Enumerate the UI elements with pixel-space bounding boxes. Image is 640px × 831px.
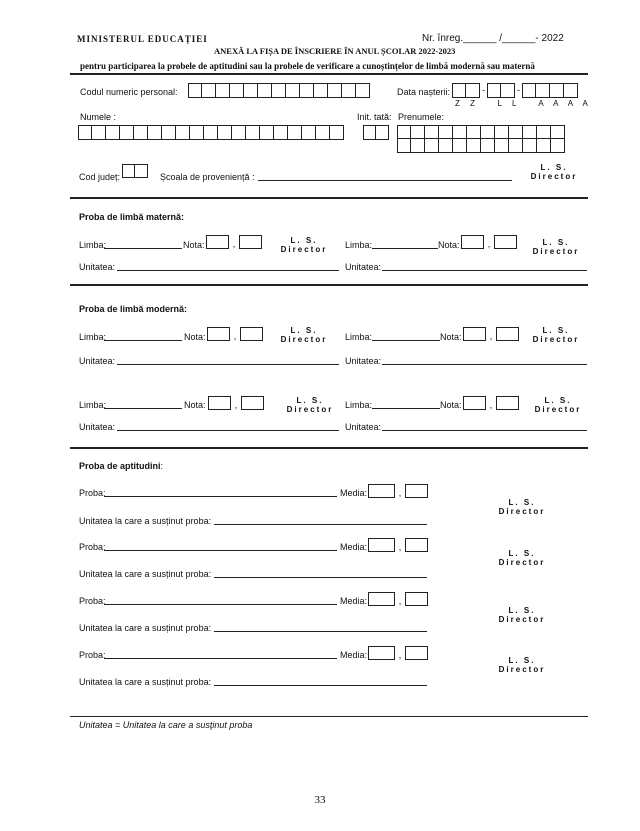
aptitude-proba-field[interactable] [104, 604, 337, 605]
birth-year-field[interactable] [522, 83, 578, 98]
county-code-label: Cod județ: [79, 172, 121, 182]
stamp-director: L. S. Director [534, 396, 582, 414]
stamp-director: L. S. Director [530, 163, 578, 181]
form-subtitle: pentru participarea la probele de aptitudini sau la probele de verificare a cunoștințelor de limbă modernă sau maternă [80, 61, 535, 71]
modern-grade-field[interactable]: , [207, 327, 263, 341]
modern-language-title: Proba de limbă modernă: [79, 304, 188, 314]
cnp-field[interactable] [188, 83, 370, 98]
birth-date-hint: Z Z L L A A A A [455, 99, 592, 108]
annex-title: ANEXĂ LA FIȘA DE ÎNSCRIERE ÎN ANUL ȘCOLAR 2022-2023 [214, 46, 456, 56]
mother-unit-label: Unitatea: [79, 262, 116, 272]
footer-note: Unitatea = Unitatea la care a susţinut proba [79, 720, 253, 730]
county-code-field[interactable] [122, 164, 148, 178]
birth-day-field[interactable] [452, 83, 480, 98]
mother-grade-field-2[interactable]: , [461, 235, 517, 249]
registration-number: Nr. înreg.______ /______- 2022 [422, 33, 564, 44]
stamp-director: L. S. Director [532, 326, 580, 344]
birth-date-label: Data nașterii: [397, 87, 451, 97]
stamp-director: L. S. Director [498, 498, 546, 516]
modern-grade-label-2: Nota: [440, 332, 462, 342]
aptitude-media-field[interactable]: , [368, 592, 428, 606]
aptitude-proba-label: Proba: [79, 542, 106, 552]
modern-unit-field[interactable] [117, 364, 339, 365]
modern-unit-field-2[interactable] [382, 364, 587, 365]
stamp-director: L. S. Director [532, 238, 580, 256]
modern-grade-label-3: Nota: [184, 400, 206, 410]
mother-language-label: Limba: [79, 240, 107, 250]
stamp-director: L. S. Director [498, 549, 546, 567]
modern-grade-label-4: Nota: [440, 400, 462, 410]
first-name-field-row1[interactable] [397, 125, 565, 139]
aptitude-unit-label: Unitatea la care a susținut proba: [79, 623, 212, 633]
modern-grade-field-4[interactable]: , [463, 396, 519, 410]
aptitude-unit-label: Unitatea la care a susținut proba: [79, 677, 212, 687]
mother-language-label-2: Limba: [345, 240, 373, 250]
modern-language-label: Limba: [79, 332, 107, 342]
mother-grade-label: Nota: [183, 240, 205, 250]
date-separator: - [517, 85, 520, 95]
aptitude-media-field[interactable]: , [368, 646, 428, 660]
modern-unit-field-4[interactable] [382, 430, 587, 431]
modern-language-field-3[interactable] [104, 408, 182, 409]
aptitude-title: Proba de aptitudini: [79, 461, 164, 471]
modern-language-field-4[interactable] [372, 408, 440, 409]
modern-grade-field-2[interactable]: , [463, 327, 519, 341]
modern-unit-label-3: Unitatea: [79, 422, 116, 432]
aptitude-media-label: Media: [340, 596, 368, 606]
aptitude-media-label: Media: [340, 650, 368, 660]
modern-language-field-2[interactable] [372, 340, 440, 341]
stamp-director: L. S. Director [498, 606, 546, 624]
aptitude-proba-label: Proba: [79, 488, 106, 498]
aptitude-proba-label: Proba: [79, 596, 106, 606]
first-name-field-row2[interactable] [397, 139, 565, 153]
father-initial-label: Init. tată: [357, 112, 392, 122]
stamp-director: L. S. Director [280, 236, 328, 254]
section-divider [70, 197, 588, 199]
aptitude-proba-field[interactable] [104, 550, 337, 551]
father-initial-field[interactable] [363, 125, 389, 140]
modern-unit-label: Unitatea: [79, 356, 116, 366]
mother-tongue-title: Proba de limbă maternă: [79, 212, 185, 222]
aptitude-media-field[interactable]: , [368, 484, 428, 498]
modern-grade-label: Nota: [184, 332, 206, 342]
modern-language-label-4: Limba: [345, 400, 373, 410]
aptitude-unit-label: Unitatea la care a susținut proba: [79, 569, 212, 579]
birth-month-field[interactable] [487, 83, 515, 98]
modern-grade-field-3[interactable]: , [208, 396, 264, 410]
page-number: 33 [314, 794, 326, 806]
aptitude-media-label: Media: [340, 488, 368, 498]
origin-school-label: Școala de proveniență : [160, 172, 255, 182]
aptitude-unit-field[interactable] [214, 685, 427, 686]
modern-language-label-3: Limba: [79, 400, 107, 410]
mother-unit-field[interactable] [117, 270, 339, 271]
stamp-director: L. S. Director [498, 656, 546, 674]
origin-school-field[interactable] [258, 180, 512, 181]
aptitude-unit-label: Unitatea la care a susținut proba: [79, 516, 212, 526]
mother-unit-label-2: Unitatea: [345, 262, 382, 272]
aptitude-unit-field[interactable] [214, 524, 427, 525]
mother-grade-field[interactable]: , [206, 235, 262, 249]
date-separator: - [482, 85, 485, 95]
aptitude-unit-field[interactable] [214, 631, 427, 632]
name-field[interactable] [78, 125, 344, 140]
aptitude-proba-field[interactable] [104, 496, 337, 497]
modern-unit-label-4: Unitatea: [345, 422, 382, 432]
mother-grade-label-2: Nota: [438, 240, 460, 250]
aptitude-media-field[interactable]: , [368, 538, 428, 552]
aptitude-media-label: Media: [340, 542, 368, 552]
stamp-director: L. S. Director [280, 326, 328, 344]
footer-divider [70, 716, 588, 717]
modern-unit-field-3[interactable] [117, 430, 339, 431]
cnp-label: Codul numeric personal: [80, 87, 178, 97]
aptitude-proba-field[interactable] [104, 658, 337, 659]
aptitude-proba-label: Proba: [79, 650, 106, 660]
name-label: Numele : [80, 112, 117, 122]
section-divider [70, 284, 588, 286]
stamp-director: L. S. Director [286, 396, 334, 414]
header-divider [70, 73, 588, 75]
modern-unit-label-2: Unitatea: [345, 356, 382, 366]
modern-language-field[interactable] [104, 340, 182, 341]
mother-language-field[interactable] [104, 248, 182, 249]
mother-unit-field-2[interactable] [382, 270, 587, 271]
mother-language-field-2[interactable] [372, 248, 438, 249]
aptitude-unit-field[interactable] [214, 577, 427, 578]
ministry-name: MINISTERUL EDUCAȚIEI [77, 34, 208, 44]
first-name-label: Prenumele: [398, 112, 445, 122]
section-divider [70, 447, 588, 449]
modern-language-label-2: Limba: [345, 332, 373, 342]
